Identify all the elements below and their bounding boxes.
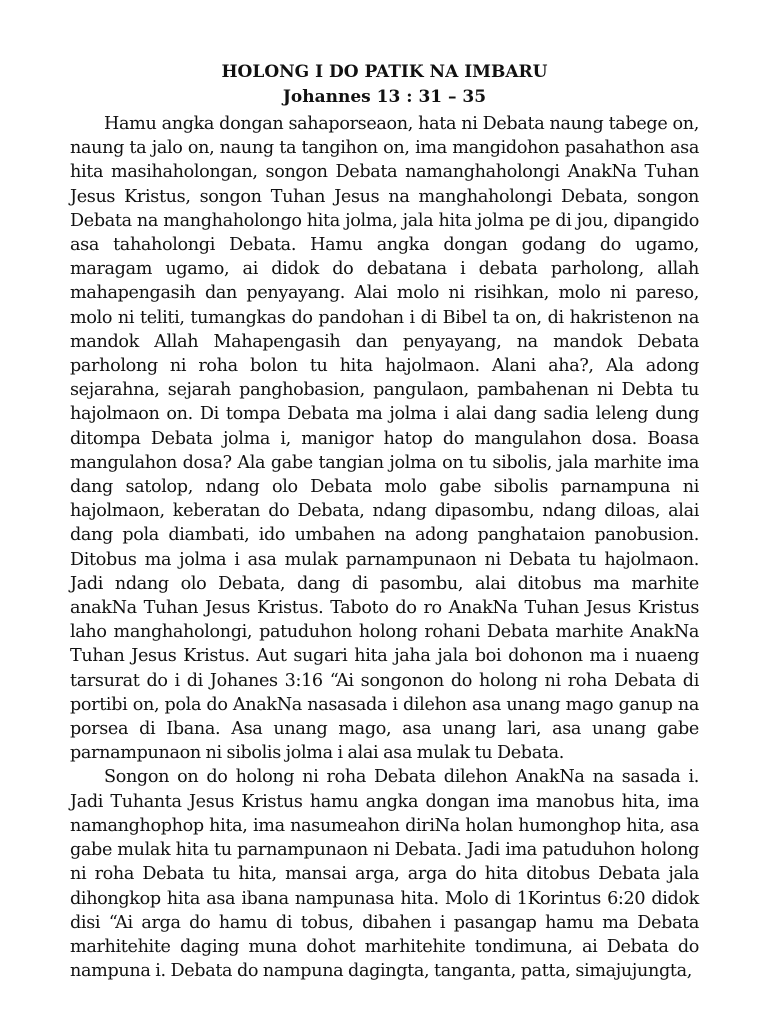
- page-subtitle: Johannes 13 : 31 – 35: [282, 87, 487, 107]
- paragraph-2: Songon on do holong ni roha Debata dilehon AnakNa na sasada i. Jadi Tuhanta Jesus Kristus hamu angka dongan ima manobus hita, ima namanghophop hita, ima nasumeahon diriNa holan humonghop hita, asa gabe mulak hita tu parnampunaon ni Debata. Jadi ima patuduhon holong ni roha Debata tu hita, mansai arga, arga do hita ditobus Debata jala dihongkop hita asa ibana nampunasa hita. Molo di 1Korintus 6:20 didok disi “Ai arga do hamu di tobus, dibahen i pasangap hamu ma Debata marhitehite daging muna dohot marhitehite tondimuna, ai Debata do nampuna i. Debata do nampuna dagingta, tanganta, patta, simajujungta,: [70, 767, 699, 982]
- title-block: [70, 60, 699, 110]
- paragraph-1: Hamu angka dongan sahaporseaon, hata ni Debata naung tabege on, naung ta jalo on, naung ta tangihon on, ima mangidohon pasahathon asa hita masihaholongan, songon Debata namanghaholongi AnakNa Tuhan Jesus Kristus, songon Tuhan Jesus na manghaholongi Debata, songon Debata na manghaholongo hita jolma, jala hita jolma pe di jou, dipangido asa tahaholongi Debata. Hamu angka dongan godang do ugamo, maragam ugamo, ai didok do debatana i debata parholong, allah mahapengasih dan penyayang. Alai molo ni risihkan, molo ni pareso, molo ni teliti, tumangkas do pandohan i di Bibel ta on, di hakristenon na mandok Allah Mahapengasih dan penyayang, na mandok Debata parholong ni roha bolon tu hita hajolmaon. Alani aha?, Ala adong sejarahna, sejarah panghobasion, pangulaon, pambahenan ni Debta tu hajolmaon on. Di tompa Debata ma jolma i alai dang sadia leleng dung ditompa Debata jolma i, manigor hatop do mangulahon dosa. Boasa mangulahon dosa? Ala gabe tangian jolma on tu sibolis, jala marhite ima dang satolop, ndang olo Debata molo gabe sibolis parnampuna ni hajolmaon, keberatan do Debata, ndang dipasombu, ndang diloas, alai dang pola diambati, ido umbahen na adong panghataion panobusion. Ditobus ma jolma i asa mulak parnampunaon ni Debata tu hajolmaon. Jadi ndang olo Debata, dang di pasombu, alai ditobus ma marhite anakNa Tuhan Jesus Kristus. Taboto do ro AnakNa Tuhan Jesus Kristus laho manghaholongi, patuduhon holong rohani Debata marhite AnakNa Tuhan Jesus Kristus. Aut sugari hita jaha jala boi dohonon ma i nuaeng tarsurat do i di Johanes 3:16 “Ai songonon do holong ni roha Debata di portibi on, pola do AnakNa nasasada i dilehon asa unang mago ganup na porsea di Ibana. Asa unang mago, asa unang lari, asa unang gabe parnampunaon ni sibolis jolma i alai asa mulak tu Debata.: [70, 114, 699, 764]
- page-title: HOLONG I DO PATIK NA IMBARU: [221, 62, 548, 82]
- document-page: [70, 60, 699, 983]
